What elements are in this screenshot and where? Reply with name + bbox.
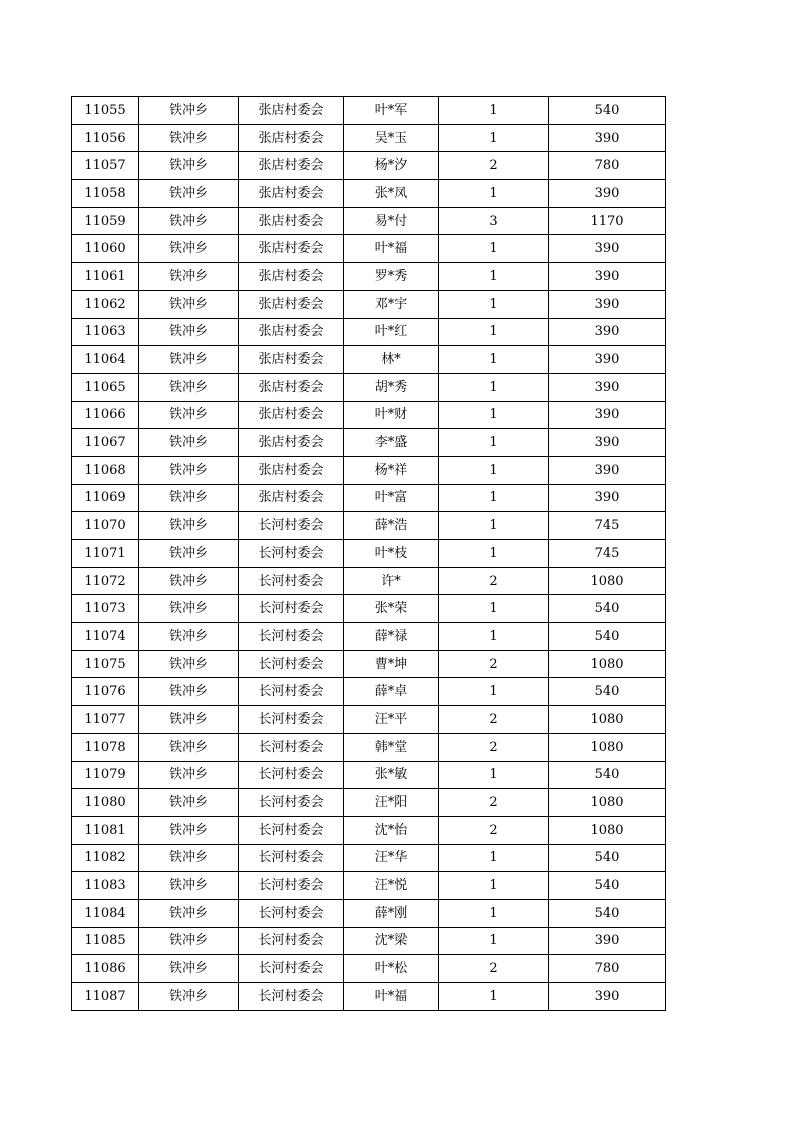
record-number-cell: 11071: [72, 540, 139, 568]
village-committee-cell: 长河村委会: [239, 623, 344, 651]
record-number-cell: 11081: [72, 816, 139, 844]
record-number-cell: 11067: [72, 429, 139, 457]
table-row: [72, 97, 666, 125]
township-cell: 铁冲乡: [139, 263, 239, 291]
village-committee-cell: 张店村委会: [239, 180, 344, 208]
village-committee-cell: 张店村委会: [239, 484, 344, 512]
record-number-cell: 11085: [72, 927, 139, 955]
table-row: [72, 152, 666, 180]
name-cell: 叶*红: [344, 318, 439, 346]
count-cell: 1: [439, 290, 549, 318]
count-cell: 1: [439, 180, 549, 208]
village-committee-cell: 张店村委会: [239, 290, 344, 318]
name-cell: 李*盛: [344, 429, 439, 457]
amount-cell: 390: [549, 124, 666, 152]
amount-cell: 390: [549, 235, 666, 263]
record-number-cell: 11064: [72, 346, 139, 374]
township-cell: 铁冲乡: [139, 401, 239, 429]
table-row: [72, 983, 666, 1011]
name-cell: 沈*怡: [344, 816, 439, 844]
township-cell: 铁冲乡: [139, 567, 239, 595]
township-cell: 铁冲乡: [139, 650, 239, 678]
name-cell: 张*敏: [344, 761, 439, 789]
name-cell: 张*荣: [344, 595, 439, 623]
count-cell: 3: [439, 207, 549, 235]
count-cell: 1: [439, 429, 549, 457]
township-cell: 铁冲乡: [139, 623, 239, 651]
record-number-cell: 11074: [72, 623, 139, 651]
name-cell: 韩*堂: [344, 733, 439, 761]
village-committee-cell: 长河村委会: [239, 844, 344, 872]
amount-cell: 390: [549, 318, 666, 346]
table-row: [72, 346, 666, 374]
amount-cell: 745: [549, 512, 666, 540]
count-cell: 1: [439, 124, 549, 152]
record-number-cell: 11066: [72, 401, 139, 429]
record-number-cell: 11060: [72, 235, 139, 263]
table-row: [72, 733, 666, 761]
count-cell: 1: [439, 761, 549, 789]
record-number-cell: 11062: [72, 290, 139, 318]
township-cell: 铁冲乡: [139, 124, 239, 152]
amount-cell: 745: [549, 540, 666, 568]
table-row: [72, 512, 666, 540]
amount-cell: 540: [549, 872, 666, 900]
name-cell: 胡*秀: [344, 373, 439, 401]
record-number-cell: 11072: [72, 567, 139, 595]
table-row: [72, 180, 666, 208]
amount-cell: 390: [549, 401, 666, 429]
village-committee-cell: 长河村委会: [239, 595, 344, 623]
record-number-cell: 11056: [72, 124, 139, 152]
amount-cell: 540: [549, 761, 666, 789]
record-number-cell: 11078: [72, 733, 139, 761]
record-number-cell: 11070: [72, 512, 139, 540]
amount-cell: 1170: [549, 207, 666, 235]
amount-cell: 780: [549, 955, 666, 983]
record-number-cell: 11058: [72, 180, 139, 208]
table-row: [72, 595, 666, 623]
name-cell: 杨*祥: [344, 456, 439, 484]
count-cell: 1: [439, 983, 549, 1011]
table-row: [72, 623, 666, 651]
amount-cell: 1080: [549, 789, 666, 817]
record-number-cell: 11077: [72, 706, 139, 734]
village-committee-cell: 长河村委会: [239, 512, 344, 540]
township-cell: 铁冲乡: [139, 872, 239, 900]
table-row: [72, 955, 666, 983]
count-cell: 1: [439, 678, 549, 706]
name-cell: 叶*枝: [344, 540, 439, 568]
village-committee-cell: 张店村委会: [239, 456, 344, 484]
township-cell: 铁冲乡: [139, 844, 239, 872]
village-committee-cell: 张店村委会: [239, 318, 344, 346]
table-row: [72, 263, 666, 291]
township-cell: 铁冲乡: [139, 761, 239, 789]
count-cell: 1: [439, 484, 549, 512]
count-cell: 2: [439, 955, 549, 983]
township-cell: 铁冲乡: [139, 816, 239, 844]
amount-cell: 1080: [549, 706, 666, 734]
name-cell: 易*付: [344, 207, 439, 235]
name-cell: 叶*福: [344, 983, 439, 1011]
record-number-cell: 11080: [72, 789, 139, 817]
village-committee-cell: 张店村委会: [239, 97, 344, 125]
count-cell: 1: [439, 263, 549, 291]
name-cell: 薛*浩: [344, 512, 439, 540]
count-cell: 2: [439, 816, 549, 844]
amount-cell: 1080: [549, 650, 666, 678]
record-number-cell: 11076: [72, 678, 139, 706]
subsidy-table: [71, 96, 666, 1011]
table-row: [72, 650, 666, 678]
count-cell: 1: [439, 623, 549, 651]
record-number-cell: 11084: [72, 899, 139, 927]
count-cell: 2: [439, 650, 549, 678]
township-cell: 铁冲乡: [139, 706, 239, 734]
count-cell: 2: [439, 733, 549, 761]
name-cell: 汪*华: [344, 844, 439, 872]
record-number-cell: 11063: [72, 318, 139, 346]
amount-cell: 390: [549, 456, 666, 484]
village-committee-cell: 长河村委会: [239, 650, 344, 678]
village-committee-cell: 长河村委会: [239, 706, 344, 734]
table-row: [72, 567, 666, 595]
count-cell: 1: [439, 373, 549, 401]
township-cell: 铁冲乡: [139, 955, 239, 983]
village-committee-cell: 长河村委会: [239, 678, 344, 706]
township-cell: 铁冲乡: [139, 373, 239, 401]
record-number-cell: 11086: [72, 955, 139, 983]
count-cell: 1: [439, 346, 549, 374]
record-number-cell: 11068: [72, 456, 139, 484]
name-cell: 叶*富: [344, 484, 439, 512]
name-cell: 薛*刚: [344, 899, 439, 927]
township-cell: 铁冲乡: [139, 207, 239, 235]
township-cell: 铁冲乡: [139, 235, 239, 263]
name-cell: 叶*财: [344, 401, 439, 429]
village-committee-cell: 张店村委会: [239, 346, 344, 374]
township-cell: 铁冲乡: [139, 180, 239, 208]
amount-cell: 390: [549, 373, 666, 401]
village-committee-cell: 张店村委会: [239, 429, 344, 457]
amount-cell: 390: [549, 429, 666, 457]
count-cell: 1: [439, 97, 549, 125]
record-number-cell: 11069: [72, 484, 139, 512]
amount-cell: 390: [549, 983, 666, 1011]
amount-cell: 1080: [549, 816, 666, 844]
amount-cell: 390: [549, 346, 666, 374]
name-cell: 吴*玉: [344, 124, 439, 152]
amount-cell: 390: [549, 484, 666, 512]
record-number-cell: 11065: [72, 373, 139, 401]
amount-cell: 540: [549, 623, 666, 651]
table-row: [72, 540, 666, 568]
name-cell: 邓*宇: [344, 290, 439, 318]
township-cell: 铁冲乡: [139, 595, 239, 623]
name-cell: 叶*军: [344, 97, 439, 125]
village-committee-cell: 张店村委会: [239, 207, 344, 235]
township-cell: 铁冲乡: [139, 346, 239, 374]
table-row: [72, 872, 666, 900]
count-cell: 1: [439, 844, 549, 872]
village-committee-cell: 长河村委会: [239, 567, 344, 595]
table-row: [72, 207, 666, 235]
record-number-cell: 11061: [72, 263, 139, 291]
village-committee-cell: 张店村委会: [239, 401, 344, 429]
name-cell: 曹*坤: [344, 650, 439, 678]
name-cell: 汪*阳: [344, 789, 439, 817]
table-row: [72, 456, 666, 484]
township-cell: 铁冲乡: [139, 512, 239, 540]
record-number-cell: 11059: [72, 207, 139, 235]
amount-cell: 390: [549, 290, 666, 318]
village-committee-cell: 长河村委会: [239, 983, 344, 1011]
township-cell: 铁冲乡: [139, 540, 239, 568]
amount-cell: 540: [549, 844, 666, 872]
village-committee-cell: 长河村委会: [239, 927, 344, 955]
amount-cell: 390: [549, 263, 666, 291]
count-cell: 1: [439, 401, 549, 429]
village-committee-cell: 长河村委会: [239, 540, 344, 568]
name-cell: 汪*平: [344, 706, 439, 734]
table-row: [72, 124, 666, 152]
township-cell: 铁冲乡: [139, 789, 239, 817]
record-number-cell: 11079: [72, 761, 139, 789]
amount-cell: 780: [549, 152, 666, 180]
record-number-cell: 11082: [72, 844, 139, 872]
name-cell: 汪*悦: [344, 872, 439, 900]
township-cell: 铁冲乡: [139, 152, 239, 180]
amount-cell: 390: [549, 180, 666, 208]
village-committee-cell: 张店村委会: [239, 235, 344, 263]
amount-cell: 540: [549, 899, 666, 927]
count-cell: 1: [439, 540, 549, 568]
record-number-cell: 11057: [72, 152, 139, 180]
amount-cell: 1080: [549, 733, 666, 761]
township-cell: 铁冲乡: [139, 733, 239, 761]
table-row: [72, 761, 666, 789]
table-row: [72, 927, 666, 955]
township-cell: 铁冲乡: [139, 927, 239, 955]
village-committee-cell: 长河村委会: [239, 816, 344, 844]
record-number-cell: 11083: [72, 872, 139, 900]
count-cell: 2: [439, 706, 549, 734]
count-cell: 1: [439, 927, 549, 955]
record-number-cell: 11075: [72, 650, 139, 678]
table-row: [72, 706, 666, 734]
village-committee-cell: 张店村委会: [239, 124, 344, 152]
record-number-cell: 11087: [72, 983, 139, 1011]
amount-cell: 540: [549, 595, 666, 623]
township-cell: 铁冲乡: [139, 456, 239, 484]
count-cell: 1: [439, 595, 549, 623]
table-row: [72, 401, 666, 429]
name-cell: 薛*禄: [344, 623, 439, 651]
name-cell: 张*凤: [344, 180, 439, 208]
name-cell: 许*: [344, 567, 439, 595]
table-row: [72, 290, 666, 318]
township-cell: 铁冲乡: [139, 290, 239, 318]
township-cell: 铁冲乡: [139, 318, 239, 346]
village-committee-cell: 张店村委会: [239, 263, 344, 291]
table-row: [72, 816, 666, 844]
township-cell: 铁冲乡: [139, 983, 239, 1011]
village-committee-cell: 长河村委会: [239, 733, 344, 761]
name-cell: 薛*卓: [344, 678, 439, 706]
name-cell: 沈*梁: [344, 927, 439, 955]
table-row: [72, 373, 666, 401]
village-committee-cell: 长河村委会: [239, 872, 344, 900]
count-cell: 1: [439, 872, 549, 900]
township-cell: 铁冲乡: [139, 678, 239, 706]
amount-cell: 1080: [549, 567, 666, 595]
village-committee-cell: 张店村委会: [239, 152, 344, 180]
table-row: [72, 484, 666, 512]
count-cell: 1: [439, 318, 549, 346]
village-committee-cell: 张店村委会: [239, 373, 344, 401]
count-cell: 1: [439, 512, 549, 540]
township-cell: 铁冲乡: [139, 484, 239, 512]
record-number-cell: 11073: [72, 595, 139, 623]
name-cell: 林*: [344, 346, 439, 374]
record-number-cell: 11055: [72, 97, 139, 125]
count-cell: 2: [439, 567, 549, 595]
table-container: [71, 96, 666, 1011]
name-cell: 叶*福: [344, 235, 439, 263]
name-cell: 叶*松: [344, 955, 439, 983]
name-cell: 杨*汐: [344, 152, 439, 180]
table-row: [72, 678, 666, 706]
village-committee-cell: 长河村委会: [239, 955, 344, 983]
village-committee-cell: 长河村委会: [239, 899, 344, 927]
count-cell: 1: [439, 456, 549, 484]
township-cell: 铁冲乡: [139, 429, 239, 457]
table-row: [72, 899, 666, 927]
count-cell: 2: [439, 152, 549, 180]
amount-cell: 540: [549, 97, 666, 125]
table-row: [72, 318, 666, 346]
count-cell: 1: [439, 235, 549, 263]
count-cell: 2: [439, 789, 549, 817]
table-row: [72, 235, 666, 263]
table-row: [72, 844, 666, 872]
count-cell: 1: [439, 899, 549, 927]
table-body: [72, 97, 666, 1011]
amount-cell: 540: [549, 678, 666, 706]
table-row: [72, 789, 666, 817]
name-cell: 罗*秀: [344, 263, 439, 291]
table-row: [72, 429, 666, 457]
amount-cell: 390: [549, 927, 666, 955]
township-cell: 铁冲乡: [139, 899, 239, 927]
village-committee-cell: 长河村委会: [239, 761, 344, 789]
village-committee-cell: 长河村委会: [239, 789, 344, 817]
township-cell: 铁冲乡: [139, 97, 239, 125]
